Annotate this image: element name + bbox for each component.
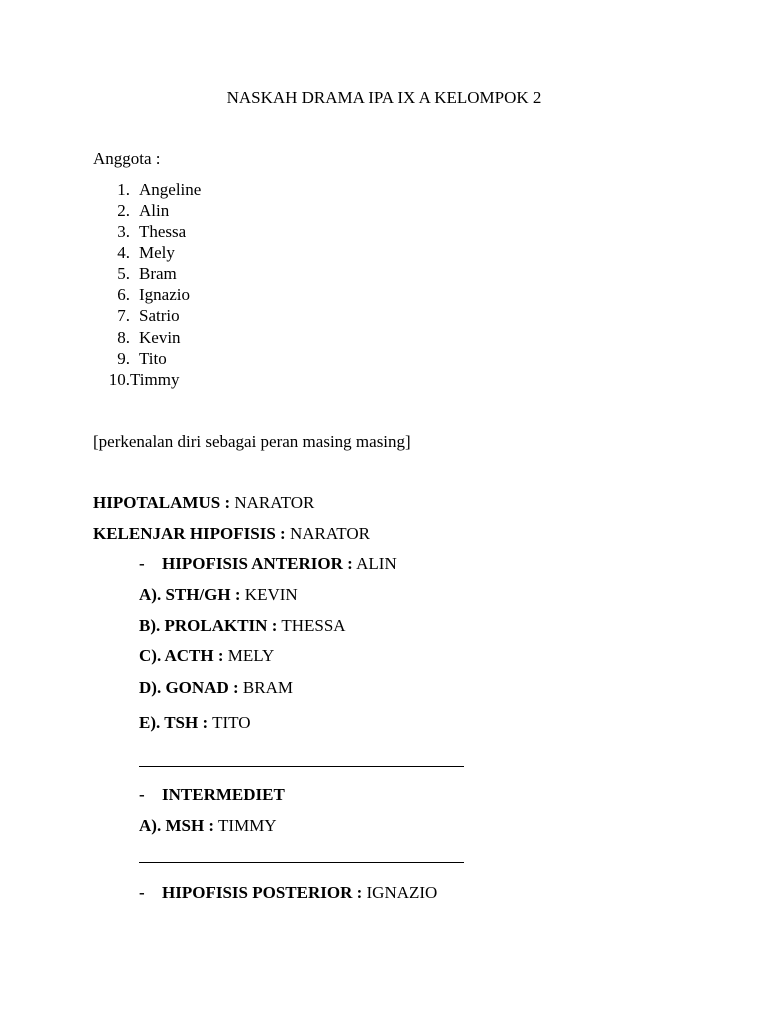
role-label: D). GONAD : [139,678,239,697]
member-name: Mely [139,243,175,262]
member-name: Thessa [139,222,187,241]
list-item [100,328,181,348]
role-hipofisis-posterior [139,883,437,903]
list-item [100,370,179,390]
role-hipofisis-anterior [139,554,397,574]
dash-marker: - [139,883,145,902]
list-number: 9. [117,349,130,368]
separator-line [139,862,464,863]
role-intermediet [139,785,285,805]
list-number: 8. [117,328,130,347]
role-acth [139,646,274,666]
member-name: Ignazio [139,285,190,304]
role-label: C). ACTH : [139,646,224,665]
list-item [100,306,180,326]
member-name: Satrio [139,306,180,325]
role-label: INTERMEDIET [162,785,285,804]
role-hipotalamus [93,493,314,513]
list-number: 6. [117,285,130,304]
role-label: E). TSH : [139,713,209,732]
role-label: HIPOFISIS ANTERIOR : [162,554,353,573]
list-number: 5. [117,264,130,283]
role-msh [139,816,277,836]
role-value: ALIN [356,554,397,573]
list-item [100,264,177,284]
role-label: KELENJAR HIPOFISIS : [93,524,286,543]
role-value: TITO [212,713,251,732]
member-name: Timmy [130,370,180,389]
role-gonad [139,678,293,698]
separator-line [139,766,464,767]
list-item [100,285,190,305]
list-number: 10. [108,370,130,389]
list-number: 3. [117,222,130,241]
role-label: A). MSH : [139,816,215,835]
role-label: HIPOFISIS POSTERIOR : [162,883,363,902]
dash-marker: - [139,785,145,804]
list-number: 1. [117,180,130,199]
role-label: HIPOTALAMUS : [93,493,231,512]
role-value: NARATOR [234,493,315,512]
role-value: MELY [227,646,275,665]
member-name: Bram [139,264,177,283]
member-name: Tito [139,349,167,368]
member-name: Angeline [139,180,202,199]
list-item [100,180,201,200]
member-name: Alin [139,201,170,220]
dash-marker: - [139,554,145,573]
list-item [100,222,186,242]
list-item [100,243,175,263]
role-value: THESSA [281,616,346,635]
role-value: TIMMY [218,816,277,835]
role-value: KEVIN [244,585,298,604]
role-value: BRAM [242,678,293,697]
members-label: Anggota : [93,149,161,168]
role-value: IGNAZIO [366,883,438,902]
intro-note: [perkenalan diri sebagai peran masing masing] [93,432,411,451]
list-number: 4. [117,243,130,262]
role-sth-gh [139,585,298,605]
role-label: A). STH/GH : [139,585,241,604]
member-name: Kevin [139,328,181,347]
role-kelenjar-hipofisis [93,524,370,544]
role-value: NARATOR [289,524,370,543]
role-tsh [139,713,250,733]
list-item [100,201,169,221]
document-title: NASKAH DRAMA IPA IX A KELOMPOK 2 [226,88,542,107]
list-number: 7. [117,306,130,325]
role-prolaktin [139,616,346,636]
list-item [100,349,167,369]
role-label: B). PROLAKTIN : [139,616,278,635]
list-number: 2. [117,201,130,220]
